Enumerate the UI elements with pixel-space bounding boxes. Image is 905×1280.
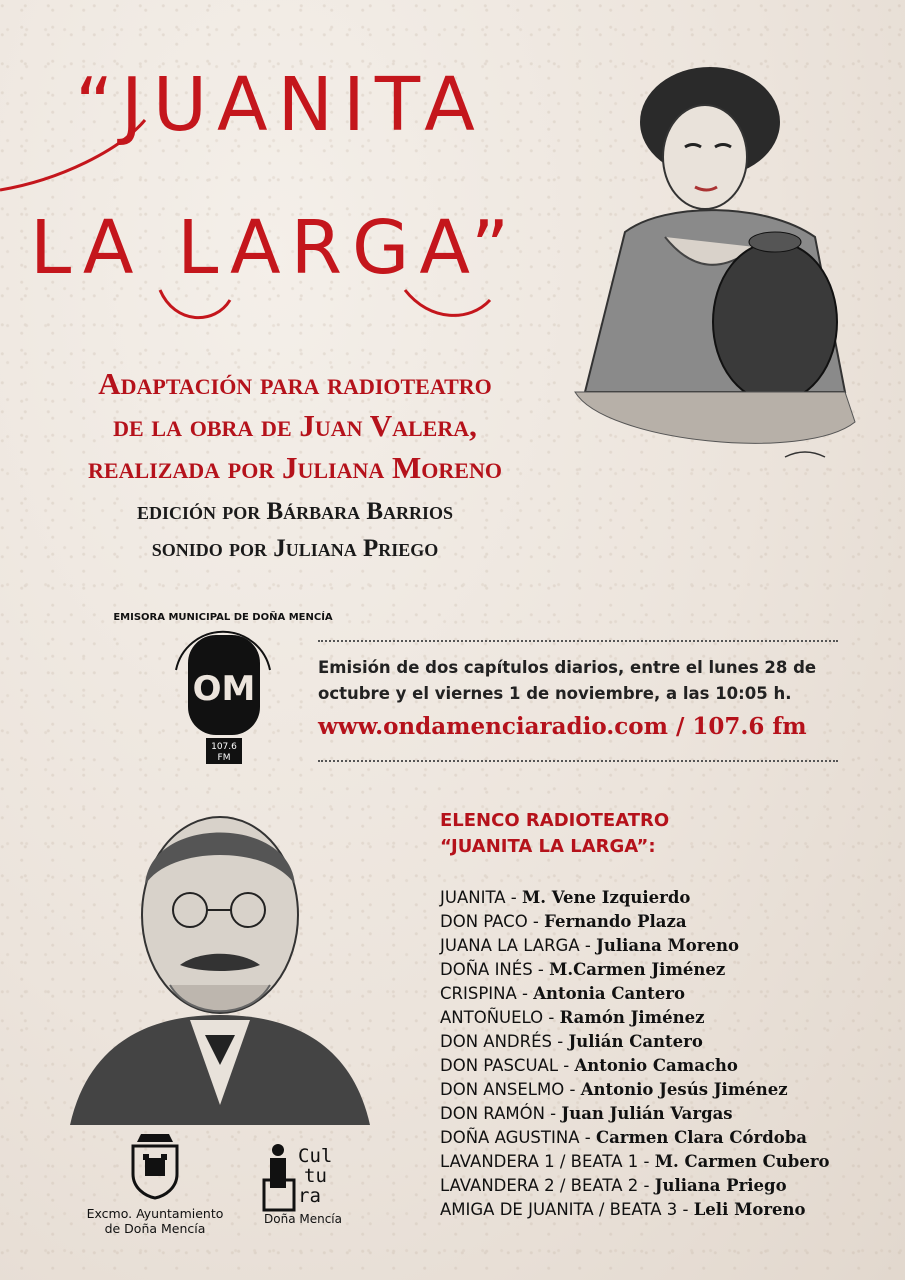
cast-row: DON RAMÓN - Juan Julián Vargas [440, 1104, 733, 1123]
cultura-line-3: ra [298, 1185, 321, 1207]
credit-line-1: Adaptación para radioteatro [98, 366, 492, 401]
cast-row: LAVANDERA 2 / BEATA 2 - Juliana Priego [440, 1176, 787, 1195]
cast-title-line-2: “JUANITA LA LARGA”: [440, 836, 656, 857]
title-line-2: LA LARGA” [30, 205, 520, 291]
cultura-sub: Doña Mencía [264, 1212, 342, 1226]
woman-illustration [545, 62, 875, 472]
cast-row: JUANITA - M. Vene Izquierdo [440, 888, 691, 907]
cultura-wordmark [298, 1146, 332, 1206]
cast-role: DOÑA INÉS [440, 960, 533, 979]
cast-row: CRISPINA - Antonia Cantero [440, 984, 685, 1003]
cast-row: JUANA LA LARGA - Juliana Moreno [440, 936, 739, 955]
credit-line-5: sonido por Juliana Priego [151, 535, 439, 562]
cast-row: DOÑA AGUSTINA - Carmen Clara Córdoba [440, 1128, 807, 1147]
credit-line-3: realizada por Juliana Moreno [88, 450, 502, 485]
cast-actor: Juan Julián Vargas [561, 1104, 733, 1123]
radio-ring-text: EMISORA MUNICIPAL DE DOÑA MENCÍA [113, 612, 333, 623]
cast-role: CRISPINA [440, 984, 517, 1003]
cast-actor: M. Carmen Cubero [654, 1152, 830, 1171]
cultura-figure-icon [262, 1140, 298, 1212]
cast-role: JUANA LA LARGA [440, 936, 580, 955]
cast-row: DON ANSELMO - Antonio Jesús Jiménez [440, 1080, 788, 1099]
cast-row: DOÑA INÉS - M.Carmen Jiménez [440, 960, 726, 979]
cast-title-line-1: ELENCO RADIOTEATRO [440, 810, 670, 831]
ayuntamiento-line-1: Excmo. Ayuntamiento [86, 1206, 224, 1221]
radio-band: FM [217, 753, 231, 763]
cast-role: ANTOÑUELO [440, 1008, 544, 1027]
cast-actor: M. Vene Izquierdo [521, 888, 691, 907]
ayuntamiento-shield-icon [125, 1128, 185, 1200]
cast-actor: M.Carmen Jiménez [549, 960, 726, 979]
cast-role: AMIGA DE JUANITA / BEATA 3 [440, 1200, 678, 1219]
cast-actor: Ramón Jiménez [559, 1008, 705, 1027]
cast-actor: Leli Moreno [693, 1200, 806, 1219]
radio-letters: OM [192, 669, 256, 709]
cast-role: DON ANDRÉS [440, 1032, 552, 1051]
cast-title [440, 808, 669, 860]
broadcast-info: Emisión de dos capítulos diarios, entre el lunes 28 de octubre y el viernes 1 de noviembre, a las 10:05 h. [318, 658, 817, 703]
cast-actor: Antonio Jesús Jiménez [580, 1080, 788, 1099]
cast-role: LAVANDERA 2 / BEATA 2 [440, 1176, 639, 1195]
credit-line-2: de la obra de Juan Valera, [113, 408, 477, 443]
cast-role: DON PACO [440, 912, 528, 931]
cultura-line-1: Cul [298, 1145, 333, 1167]
cast-row: ANTOÑUELO - Ramón Jiménez [440, 1008, 705, 1027]
cast-actor: Antonio Camacho [574, 1056, 738, 1075]
divider-bottom [318, 760, 838, 762]
cast-role: JUANITA [440, 888, 506, 907]
cast-actor: Julián Cantero [568, 1032, 703, 1051]
cast-role: DON PASCUAL [440, 1056, 559, 1075]
radio-freq: 107.6 [211, 742, 237, 752]
cast-actor: Fernando Plaza [544, 912, 687, 931]
radio-logo [113, 600, 333, 770]
cast-row: AMIGA DE JUANITA / BEATA 3 - Leli Moreno [440, 1200, 806, 1219]
cast-actor: Juliana Moreno [596, 936, 739, 955]
cast-role: DON ANSELMO [440, 1080, 565, 1099]
ayuntamiento-line-2: de Doña Mencía [104, 1221, 206, 1236]
cast-role: DON RAMÓN [440, 1104, 545, 1123]
juan-valera-portrait [70, 805, 370, 1125]
cast-list [440, 886, 830, 1222]
credit-line-4: edición por Bárbara Barrios [136, 498, 454, 525]
cast-actor: Antonia Cantero [533, 984, 685, 1003]
cast-row: LAVANDERA 1 / BEATA 1 - M. Carmen Cubero [440, 1152, 830, 1171]
ayuntamiento-label [70, 1206, 240, 1236]
cast-row: DON PACO - Fernando Plaza [440, 912, 687, 931]
cast-row: DON PASCUAL - Antonio Camacho [440, 1056, 738, 1075]
divider-top [318, 640, 838, 642]
website-link[interactable]: www.ondamenciaradio.com / 107.6 fm [318, 713, 807, 740]
cast-actor: Carmen Clara Córdoba [595, 1128, 807, 1147]
title-line-1: “JUANITA [75, 62, 485, 148]
cast-role: LAVANDERA 1 / BEATA 1 [440, 1152, 639, 1171]
cast-row: DON ANDRÉS - Julián Cantero [440, 1032, 703, 1051]
cast-role: DOÑA AGUSTINA [440, 1128, 580, 1147]
cultura-line-2: tu [304, 1165, 327, 1187]
cast-actor: Juliana Priego [654, 1176, 787, 1195]
